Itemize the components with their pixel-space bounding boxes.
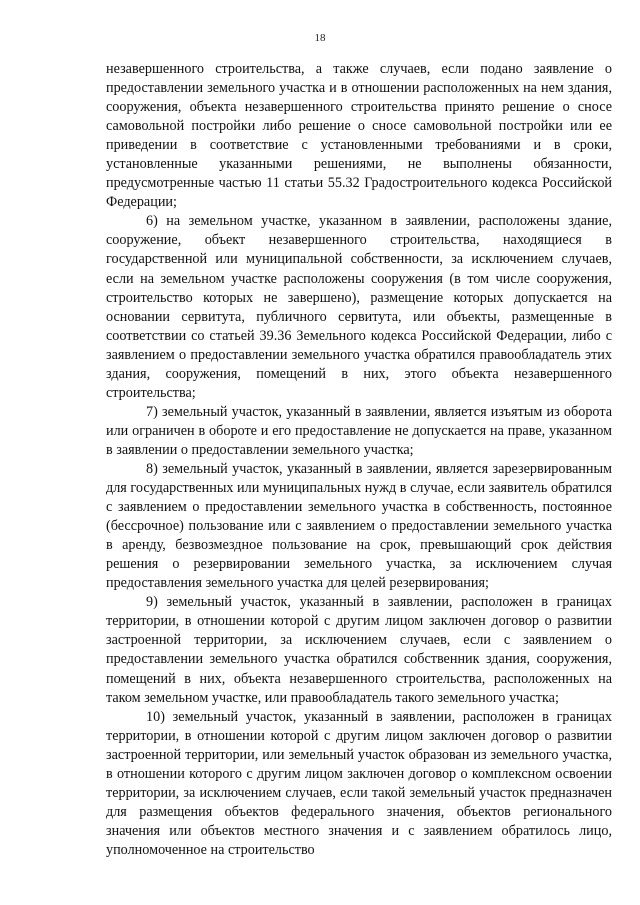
page-number: 18 (314, 32, 326, 44)
paragraph-item-7: 7) земельный участок, указанный в заявлении, является изъятым из оборота или ограничен в обороте и его предоставление не допускается на праве, указанном в заявлении о предоставлении земельного участка; (106, 403, 612, 458)
paragraph-item-10: 10) земельный участок, указанный в заявлении, расположен в границах территории, в отношении которой с другим лицом заключен договор о развитии застроенной территории, или земельный участок образован из земельного участка, в отношении которого с другим лицом заключен договор о комплексном освоении территории, за исключением случаев, если такой земельный участок предназначен для размещения объектов федерального значения, объектов регионального значения или объектов местного значения и с заявлением обратилось лицо, уполномоченное на строительство (106, 708, 612, 858)
paragraph-continuation: незавершенного строительства, а также случаев, если подано заявление о предоставлении земельного участка и в отношении расположенных на нем здания, сооружения, объекта незавершенного строительства принято решение о сносе самовольной постройки либо решение о сносе самовольной постройки или ее приведении в соответствие с установленными требованиями и в сроки, установленные указанными решениями, не выполнены обязанности, предусмотренные частью 11 статьи 55.32 Градостроительного кодекса Российской Федерации; (106, 61, 612, 211)
paragraph-item-9: 9) земельный участок, указанный в заявлении, расположен в границах территории, в отношении которой с другим лицом заключен договор о развитии застроенной территории, за исключением случаев, если с заявлением о предоставлении земельного участка обратился собственник здания, сооружения, помещений в них, объекта незавершенного строительства, расположенных на таком земельном участке, или правообладатель такого земельного участка; (106, 594, 612, 706)
paragraph-item-6: 6) на земельном участке, указанном в заявлении, расположены здание, сооружение, объект незавершенного строительства, находящиеся в государственной или муниципальной собственности, за исключением случаев, если на земельном участке расположены сооружения (в том числе сооружения, строительство которых не завершено), размещение которых допускается на основании сервитута, публичного сервитута, или объекты, размещенные в соответствии со статьей 39.36 Земельного кодекса Российской Федерации, либо с заявлением о предоставлении земельного участка обратился правообладатель этих здания, сооружения, помещений в них, этого объекта незавершенного строительства; (106, 213, 612, 401)
paragraph-item-8: 8) земельный участок, указанный в заявлении, является зарезервированным для государственных или муниципальных нужд в случае, если заявитель обратился с заявлением о предоставлении земельного участка в собственность, постоянное (бессрочное) пользование или с заявлением о предоставлении земельного участка в аренду, безвозмездное пользование на срок, превышающий срок действия решения о резервировании земельного участка, за исключением случая предоставления земельного участка для целей резервирования; (106, 460, 612, 592)
body-text (106, 60, 612, 860)
